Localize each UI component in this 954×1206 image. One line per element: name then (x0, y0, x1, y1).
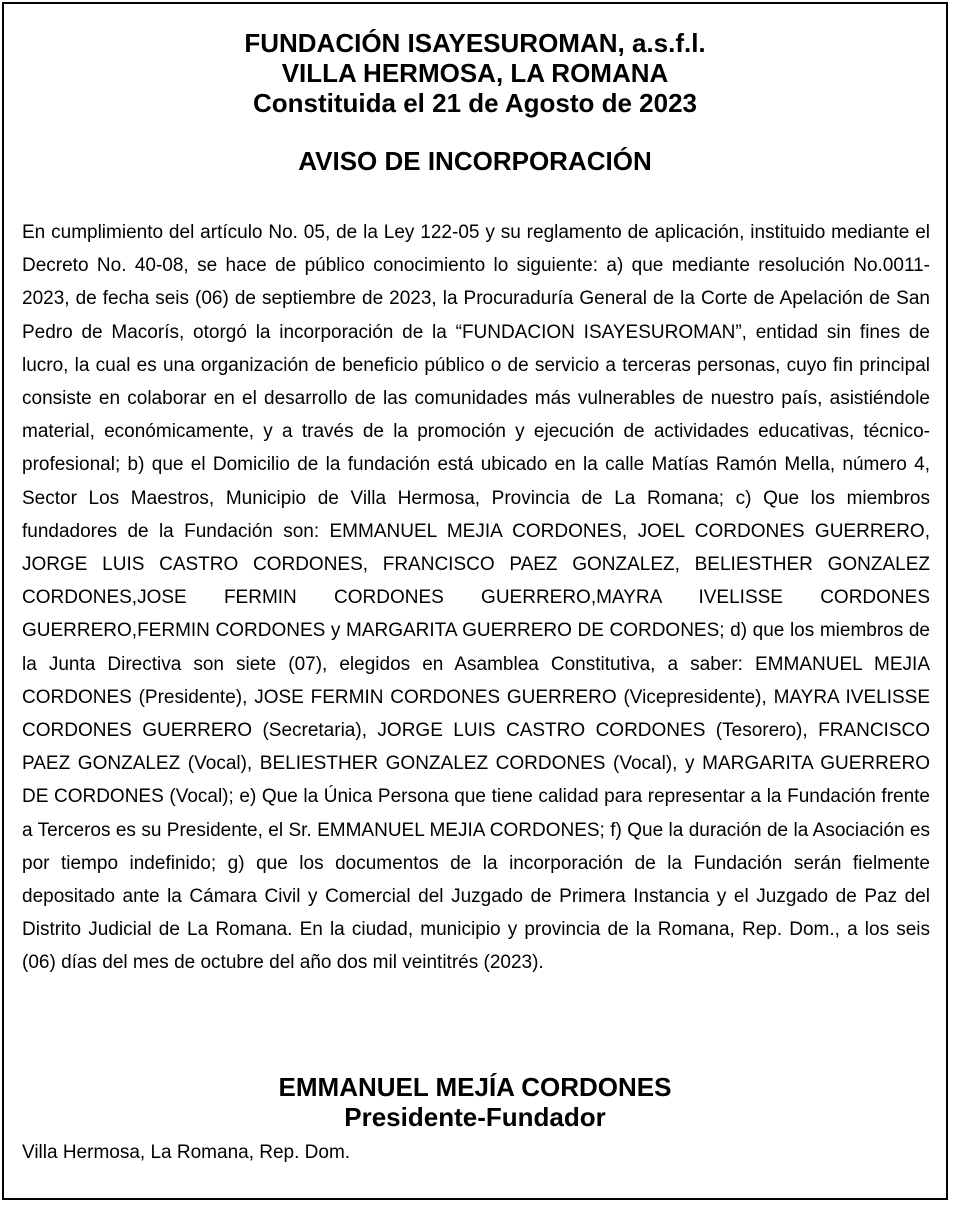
notice-body: En cumplimiento del artículo No. 05, de la Ley 122-05 y su reglamento de aplicación, instituido mediante el Decreto No. 40-08, se hace de público conocimiento lo siguiente: a) que mediante resolución No.0011-2023, de fecha seis (06) de septiembre de 2023, la Procuraduría General de la Corte de Apelación de San Pedro de Macorís, otorgó la incorporación de la “FUNDACION ISAYESUROMAN”, entidad sin fines de lucro, la cual es una organización de beneficio público o de servicio a terceras personas, cuyo fin principal consiste en colaborar en el desarrollo de las comunidades más vulnerables de nuestro país, asistiéndole material, económicamente, y a través de la promoción y ejecución de actividades educativas, técnico-profesional; b) que el Domicilio de la fundación está ubicado en la calle Matías Ramón Mella, número 4, Sector Los Maestros, Municipio de Villa Hermosa, Provincia de La Romana; c) Que los miembros fundadores de la Fundación son: EMMANUEL MEJIA CORDONES, JOEL CORDONES GUERRERO, JORGE LUIS CASTRO CORDONES, FRANCISCO PAEZ GONZALEZ, BELIESTHER GONZALEZ CORDONES,JOSE FERMIN CORDONES GUERRERO,MAYRA IVELISSE CORDONES GUERRERO,FERMIN CORDONES y MARGARITA GUERRERO DE CORDONES; d) que los miembros de la Junta Directiva son siete (07), elegidos en Asamblea Constitutiva, a saber: EMMANUEL MEJIA CORDONES (Presidente), JOSE FERMIN CORDONES GUERRERO (Vicepresidente), MAYRA IVELISSE CORDONES GUERRERO (Secretaria), JORGE LUIS CASTRO CORDONES (Tesorero), FRANCISCO PAEZ GONZALEZ (Vocal), BELIESTHER GONZALEZ CORDONES (Vocal), y MARGARITA GUERRERO DE CORDONES (Vocal); e) Que la Única Persona que tiene calidad para representar a la Fundación frente a Terceros es su Presidente, el Sr. EMMANUEL MEJIA CORDONES; f) Que la duración de la Asociación es por tiempo indefinido; g) que los documentos de la incorporación de la Fundación serán fielmente depositado ante la Cámara Civil y Comercial del Juzgado de Primera Instancia y el Juzgado de Paz del Distrito Judicial de La Romana. En la ciudad, municipio y provincia de la Romana, Rep. Dom., a los seis (06) días del mes de octubre del año dos mil veintitrés (2023). (22, 222, 930, 974)
signatory-title: Presidente-Fundador (344, 1102, 606, 1132)
notice-title: AVISO DE INCORPORACIÓN (298, 146, 652, 176)
signature-block (4, 1072, 946, 1132)
notice-border (2, 2, 948, 1200)
foundation-location: VILLA HERMOSA, LA ROMANA (281, 58, 669, 88)
signatory-name: EMMANUEL MEJÍA CORDONES (278, 1072, 672, 1102)
header (4, 28, 946, 118)
foundation-name: FUNDACIÓN ISAYESUROMAN, a.s.f.l. (244, 28, 706, 58)
location-line: Villa Hermosa, La Romana, Rep. Dom. (22, 1142, 351, 1163)
constitution-date: Constituida el 21 de Agosto de 2023 (252, 88, 698, 118)
